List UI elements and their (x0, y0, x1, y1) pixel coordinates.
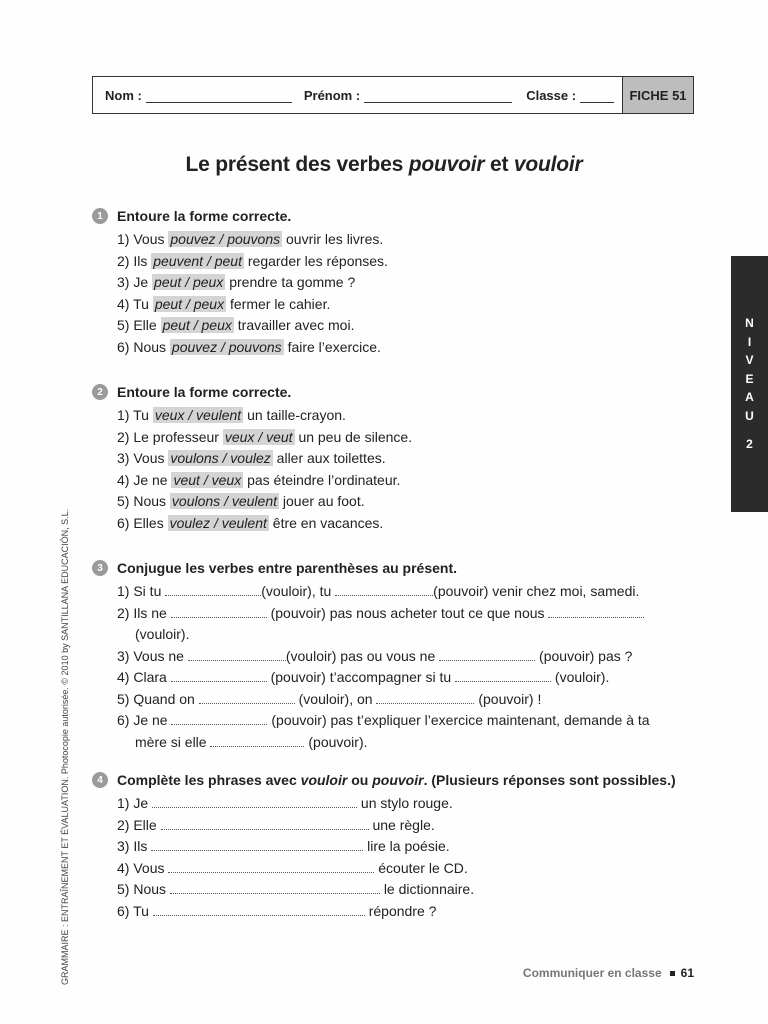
answer-choice[interactable]: peut / peux (154, 295, 225, 312)
answer-blank[interactable] (152, 795, 357, 808)
side-letter: A (745, 390, 754, 404)
exercise-number-badge: 4 (92, 772, 108, 788)
prenom-input-line[interactable] (364, 90, 512, 103)
exercise-1-header (92, 207, 692, 226)
prenom-label: Prénom : (303, 87, 361, 103)
student-info-header (92, 76, 694, 114)
list-item: 6) Elles voulez / veulent être en vacances. (117, 514, 384, 531)
answer-blank[interactable] (165, 583, 261, 596)
classe-input-line[interactable] (580, 90, 614, 103)
answer-blank[interactable] (161, 817, 369, 830)
answer-choice[interactable]: peut / peux (162, 317, 232, 333)
answer-choice[interactable]: veux / veulent (154, 407, 242, 423)
answer-choice[interactable]: pouvez / pouvons (171, 338, 282, 355)
list-item-continuation: (vouloir). (135, 626, 190, 642)
list-item: 1) Tu veux / veulent un taille-crayon. (117, 407, 346, 423)
exercise-number-badge: 2 (92, 384, 108, 400)
list-item: 4) Vous écouter le CD. (117, 859, 468, 876)
exercise-3-items (117, 581, 692, 753)
title-middle: et (484, 153, 514, 176)
exercise-instruction: Complète les phrases avec vouloir ou pouvoir. (Plusieurs réponses sont possibles.) (117, 772, 676, 788)
page-number: 61 (680, 966, 694, 980)
exercise-instruction: Conjugue les verbes entre parenthèses au présent. (117, 560, 458, 576)
list-item: 6) Tu répondre ? (117, 902, 437, 919)
side-letter: E (745, 371, 754, 386)
answer-blank[interactable] (171, 669, 267, 682)
list-item: 5) Elle peut / peux travailler avec moi. (117, 317, 355, 333)
side-letter: N (745, 316, 754, 330)
exercise-2-items (117, 405, 692, 534)
list-item: 6) Nous pouvez / pouvons faire l’exercice. (117, 338, 381, 355)
exercise-instruction: Entoure la forme correcte. (117, 208, 292, 224)
exercise-4-items (117, 793, 692, 922)
list-item: 5) Quand on (vouloir), on (pouvoir) ! (117, 690, 542, 707)
list-item: 1) Si tu (vouloir), tu (pouvoir) venir chez moi, samedi. (117, 583, 640, 599)
list-item: 3) Je peut / peux prendre ta gomme ? (117, 274, 356, 290)
niveau-side-tab (731, 256, 768, 512)
side-letter: I (747, 334, 752, 349)
list-item: 2) Le professeur veux / veut un peu de silence. (117, 428, 413, 445)
exercise-2-header (92, 383, 692, 402)
exercise-2 (92, 383, 692, 534)
answer-blank[interactable] (335, 583, 433, 596)
exercise-number-badge: 1 (92, 208, 108, 224)
list-item: 2) Elle une règle. (117, 816, 435, 833)
answer-blank[interactable] (171, 605, 267, 618)
answer-blank[interactable] (455, 669, 551, 682)
answer-blank[interactable] (210, 734, 304, 747)
list-item: 3) Vous voulons / voulez aller aux toilettes. (117, 450, 386, 466)
answer-blank[interactable] (153, 903, 365, 916)
footer-section: Communiquer en classe (522, 966, 662, 980)
answer-blank[interactable] (151, 838, 363, 851)
list-item: 2) Ils ne (pouvoir) pas nous acheter tout ce que nous (117, 603, 692, 625)
classe-field (526, 88, 614, 103)
answer-blank[interactable] (188, 648, 286, 661)
list-item: 4) Tu peut / peux fermer le cahier. (117, 295, 331, 312)
answer-choice[interactable]: voulons / veulent (171, 493, 277, 509)
nom-input-line[interactable] (146, 90, 292, 103)
answer-blank[interactable] (171, 712, 267, 725)
copyright-notice: GRAMMAIRE : ENTRAÎNEMENT ET ÉVALUATION. Photocopie autorisée. © 2010 by SANTILLANA EDUCACIÓN, S.L. (60, 508, 70, 985)
exercise-1 (92, 207, 692, 358)
list-item: 1) Je un stylo rouge. (117, 795, 453, 811)
title-verb-pouvoir: pouvoir (408, 153, 485, 176)
side-letter: V (745, 353, 754, 367)
answer-choice[interactable]: peut / peux (154, 274, 224, 290)
list-item: 4) Clara (pouvoir) t’accompagner si tu (vouloir). (117, 669, 610, 685)
list-item: 1) Vous pouvez / pouvons ouvrir les livres. (117, 231, 384, 247)
answer-blank[interactable] (199, 691, 295, 704)
list-item: 3) Ils lire la poésie. (117, 838, 450, 854)
list-item: 5) Nous le dictionnaire. (117, 881, 475, 897)
niveau-level: 2 (746, 437, 753, 451)
answer-blank[interactable] (548, 605, 644, 618)
title-prefix: Le présent des verbes (185, 153, 409, 176)
fiche-number: FICHE 51 (622, 77, 693, 113)
answer-blank[interactable] (170, 881, 380, 894)
exercise-number-badge: 3 (92, 560, 108, 576)
answer-choice[interactable]: veut / veux (173, 471, 242, 488)
classe-label: Classe : (526, 87, 577, 103)
exercise-4-header (92, 771, 692, 790)
title-verb-vouloir: vouloir (513, 153, 583, 176)
nom-field (105, 88, 292, 103)
exercise-4 (92, 771, 692, 922)
exercise-3-header (92, 559, 692, 578)
exercise-instruction: Entoure la forme correcte. (117, 384, 292, 400)
nom-label: Nom : (105, 87, 142, 103)
square-bullet-icon (670, 971, 675, 976)
exercise-1-items (117, 229, 692, 358)
prenom-field (304, 88, 512, 103)
page-title (0, 153, 768, 177)
list-item: 5) Nous voulons / veulent jouer au foot. (117, 493, 365, 509)
answer-blank[interactable] (376, 691, 474, 704)
list-item: 2) Ils peuvent / peut regarder les réponses. (117, 252, 388, 269)
answer-choice[interactable]: voulons / voulez (170, 450, 271, 466)
answer-choice[interactable]: voulez / veulent (169, 514, 267, 531)
answer-choice[interactable]: peuvent / peut (153, 252, 242, 269)
list-item: 3) Vous ne (vouloir) pas ou vous ne (pouvoir) pas ? (117, 647, 633, 664)
page-footer (523, 966, 694, 980)
list-item-continuation: mère si elle (pouvoir). (135, 733, 368, 750)
answer-blank[interactable] (439, 648, 535, 661)
answer-choice[interactable]: pouvez / pouvons (170, 231, 281, 247)
list-item: 6) Je ne (pouvoir) pas t’expliquer l’exercice maintenant, demande à ta (117, 712, 650, 728)
side-letter: U (745, 408, 754, 423)
answer-blank[interactable] (168, 860, 374, 873)
list-item: 4) Je ne veut / veux pas éteindre l’ordinateur. (117, 471, 401, 488)
answer-choice[interactable]: veux / veut (224, 428, 293, 445)
exercise-3 (92, 559, 692, 753)
